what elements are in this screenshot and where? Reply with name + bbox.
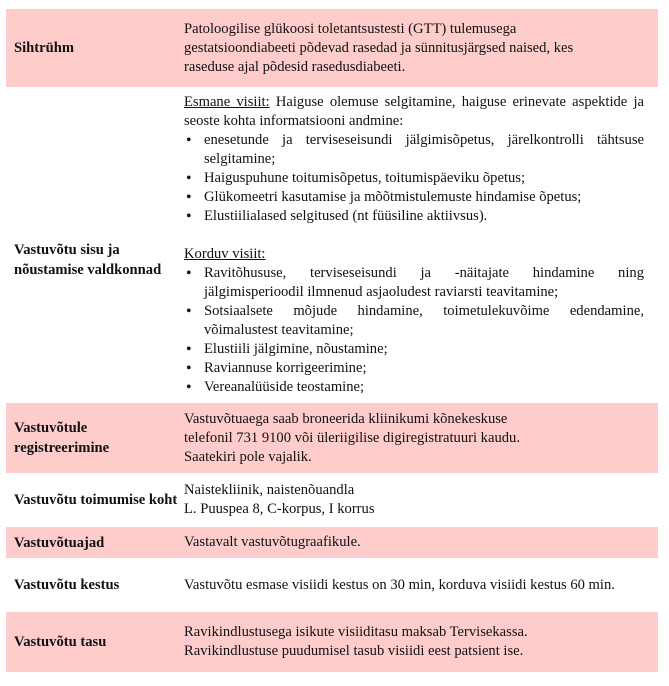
row-content-areas: [6, 89, 658, 403]
text-line: Vastavalt vastuvõtugraafikule.: [184, 534, 361, 550]
list-item: • Raviannuse korrigeerimine;: [184, 359, 644, 378]
row-label-target-group: Sihtrühm: [14, 40, 75, 56]
row-fee: [6, 612, 658, 672]
row-registration: [6, 403, 658, 475]
row-content-target-group: [178, 16, 658, 81]
row-label-duration: Vastuvõtu kestus: [14, 577, 120, 593]
first-visit-heading: Esmane visiit:: [184, 94, 270, 110]
info-table: [6, 9, 658, 672]
row-content-registration: [178, 406, 658, 471]
text-line: Vastuvõtu esmase visiidi kestus on 30 min, korduva visiidi kestus 60 min.: [184, 576, 615, 593]
text-line: Ravikindlustuse puudumisel tasub visiidi eest patsient ise.: [184, 643, 524, 659]
list-item: • Haiguspuhune toitumisõpetus, toitumispäeviku õpetus;: [184, 169, 644, 188]
row-target-group: [6, 9, 658, 89]
text-line: Vastuvõtuaega saab broneerida kliinikumi kõnekeskuse: [184, 410, 508, 427]
list-item: • Glükomeetri kasutamise ja mõõtmistulemuste hindamise õpetus;: [184, 188, 644, 207]
row-content-content-areas: [178, 89, 658, 401]
list-item: • Ravitõhususe, terviseseisundi ja -näitajate hindamine ning jälgimisperioodil ilmnenud asjaoludest raviarsti teavitamine;: [184, 264, 644, 302]
list-item: • Sotsiaalsete mõjude hindamine, toimetulekuvõime edendamine, võimalustest teavitamine;: [184, 302, 644, 340]
repeat-visit-heading: Korduv visiit:: [184, 246, 266, 262]
row-label-fee: Vastuvõtu tasu: [14, 634, 107, 650]
row-content-fee: [178, 619, 658, 665]
row-location: [6, 475, 658, 527]
text-line: Saatekiri pole vajalik.: [184, 448, 312, 465]
text-line: raseduse ajal põdesid rasedusdiabeeti.: [184, 58, 406, 75]
spacer: [184, 226, 644, 245]
text-line: Ravikindlustusega isikute visiiditasu maksab Tervisekassa.: [184, 624, 528, 640]
first-visit-paragraph: [184, 93, 644, 131]
text-line: L. Puuspea 8, C-korpus, I korrus: [184, 501, 375, 517]
text-line: Patoloogilise glükoosi toletantsustesti (GTT) tulemusega: [184, 20, 517, 37]
row-duration: [6, 560, 658, 612]
row-content-hours: [178, 529, 658, 556]
row-content-duration: [178, 572, 658, 599]
first-visit-intro: Haiguse olemuse selgitamine, haiguse erinevate aspektide ja seoste kohta informatsiooni andmine:: [184, 94, 644, 129]
list-item: • enesetunde ja terviseseisundi jälgimisõpetus, järelkontrolli tähtsuse selgitamine;: [184, 131, 644, 169]
row-label-location: Vastuvõtu toimumise koht: [14, 492, 178, 508]
list-item: • Elustiilialased selgitused (nt füüsiline aktiivsus).: [184, 207, 644, 226]
row-label-hours: Vastuvõtuajad: [14, 534, 105, 551]
text-line: Naistekliinik, naistenõuandla: [184, 482, 355, 498]
first-visit-list: [184, 131, 644, 226]
row-label-content-areas: Vastuvõtu sisu ja nõustamise valdkonnad: [14, 242, 162, 278]
repeat-visit-list: [184, 264, 644, 397]
repeat-visit-paragraph: [184, 245, 644, 264]
row-hours: [6, 527, 658, 560]
list-item: • Elustiili jälgimine, nõustamine;: [184, 340, 644, 359]
list-item: • Vereanalüüside teostamine;: [184, 378, 644, 397]
text-line: gestatsioondiabeeti põdevad rasedad ja sünnitusjärgsed naised, kes: [184, 39, 574, 56]
row-content-location: [178, 477, 658, 523]
text-line: telefonil 731 9100 või üleriigilise digiregistratuuri kaudu.: [184, 429, 520, 446]
row-label-registration: Vastuvõtule registreerimine: [14, 420, 110, 456]
